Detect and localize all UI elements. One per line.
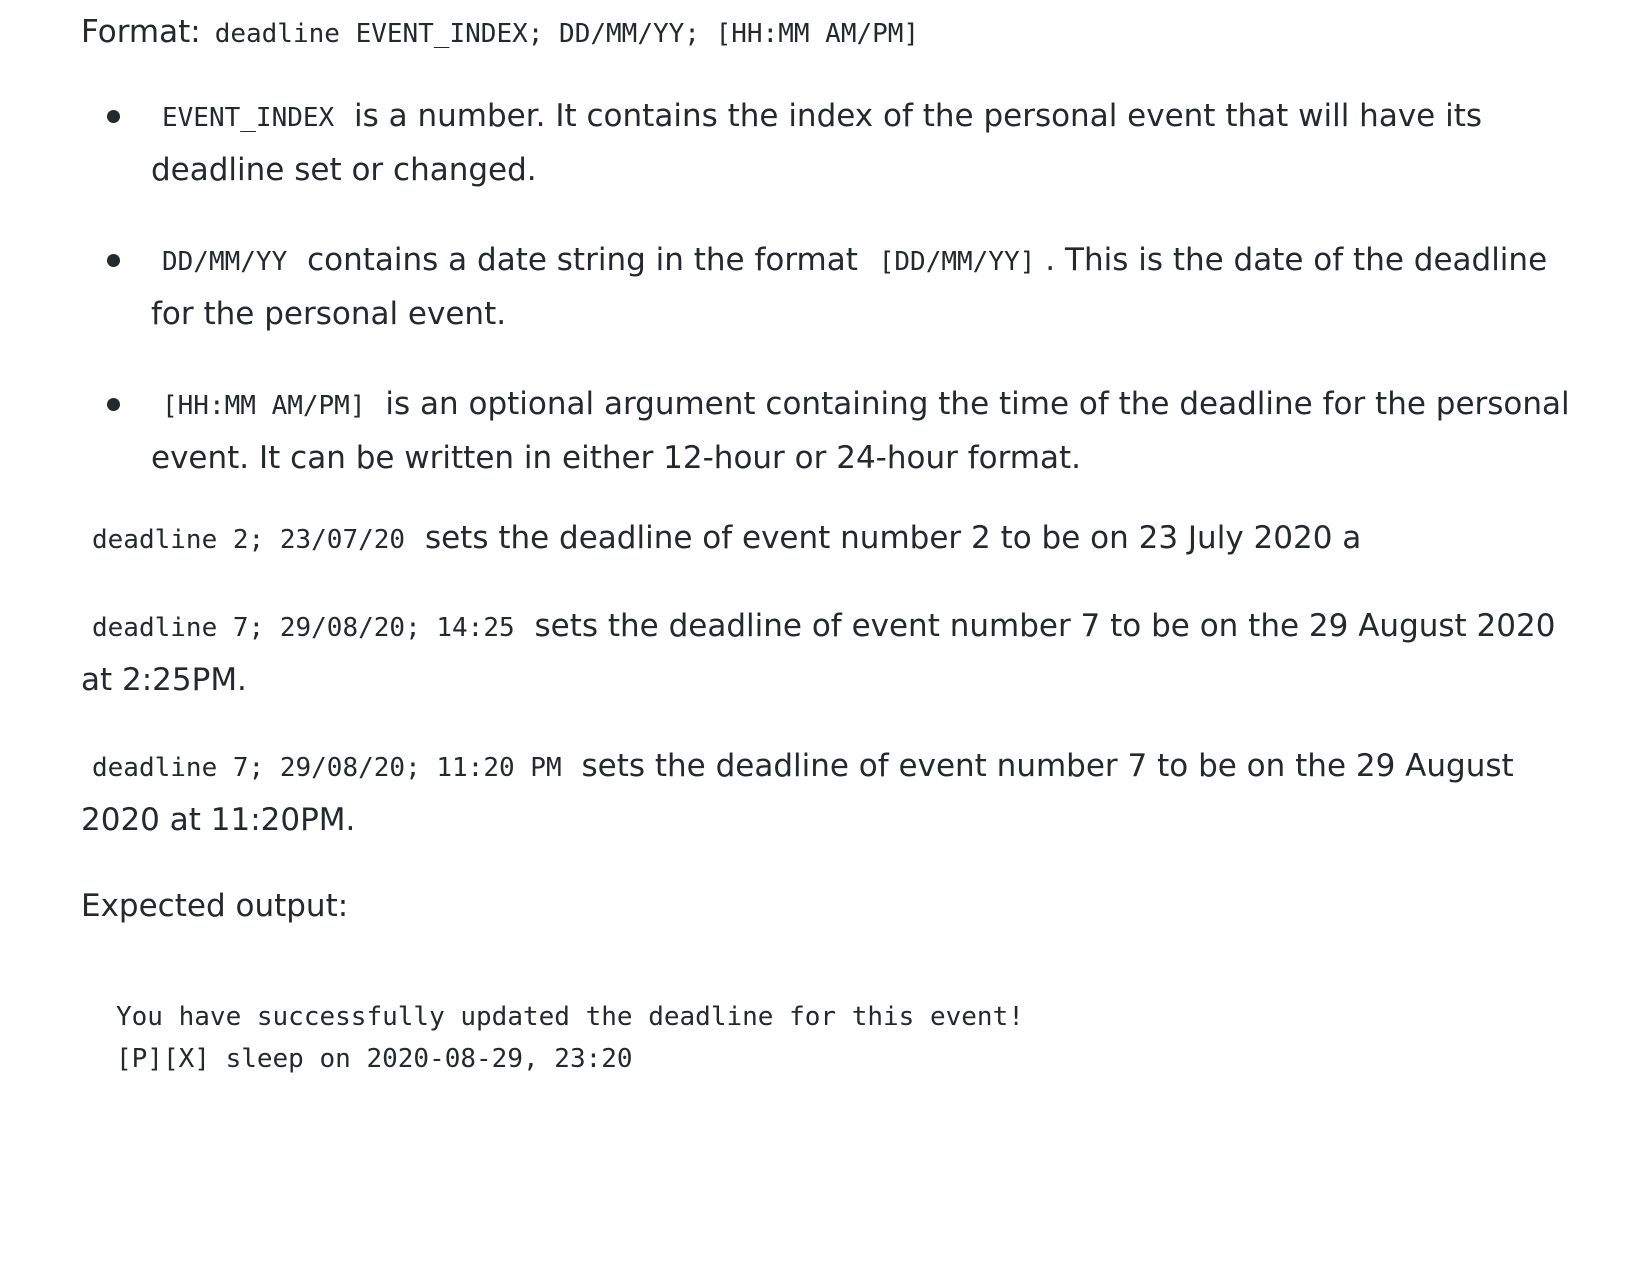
format-label: Format: bbox=[81, 14, 201, 50]
list-item bbox=[151, 378, 1581, 484]
expected-output-label: Expected output: bbox=[81, 888, 349, 924]
example-text: sets the deadline of event number 7 to be on the 29 August 2020 at 2:25PM. bbox=[81, 608, 1556, 698]
arg-description: contains a date string in the format bbox=[307, 242, 858, 278]
list-item bbox=[151, 90, 1581, 196]
example-paragraph bbox=[81, 600, 1581, 706]
output-line: [P][X] sleep on 2020-08-29, 23:20 bbox=[116, 1044, 633, 1074]
list-item bbox=[151, 234, 1581, 340]
example-text: sets the deadline of event number 2 to be on 23 July 2020 a bbox=[424, 520, 1362, 556]
bullet-icon bbox=[107, 110, 120, 123]
example-code: deadline 7; 29/08/20; 14:25 bbox=[92, 613, 515, 643]
arg-code-event-index: EVENT_INDEX bbox=[162, 103, 335, 133]
bullet-icon bbox=[107, 398, 120, 411]
expected-output-code-block bbox=[116, 996, 1024, 1080]
arg-code-time: [HH:MM AM/PM] bbox=[162, 391, 366, 421]
example-text: sets the deadline of event number 7 to be on the 29 August 2020 at 11:20PM. bbox=[81, 748, 1514, 838]
bullet-icon bbox=[107, 254, 120, 267]
arg-inline-code: [DD/MM/YY] bbox=[878, 247, 1036, 277]
format-line bbox=[81, 6, 919, 60]
output-line: You have successfully updated the deadline for this event! bbox=[116, 1002, 1024, 1032]
format-command-code: deadline EVENT_INDEX; DD/MM/YY; [HH:MM AM/PM] bbox=[214, 19, 920, 49]
example-paragraph bbox=[81, 740, 1581, 846]
argument-list bbox=[81, 90, 1581, 522]
arg-description-tail: . This is the date of the deadline for the personal event. bbox=[151, 242, 1548, 332]
example-paragraph bbox=[81, 512, 1581, 566]
arg-code-date: DD/MM/YY bbox=[162, 247, 288, 277]
arg-description: is an optional argument containing the time of the deadline for the personal event. It can be written in either 12-hour or 24-hour format. bbox=[151, 386, 1570, 476]
example-code: deadline 7; 29/08/20; 11:20 PM bbox=[92, 753, 562, 783]
example-code: deadline 2; 23/07/20 bbox=[92, 525, 406, 555]
arg-description: is a number. It contains the index of the personal event that will have its deadline set or changed. bbox=[151, 98, 1483, 188]
